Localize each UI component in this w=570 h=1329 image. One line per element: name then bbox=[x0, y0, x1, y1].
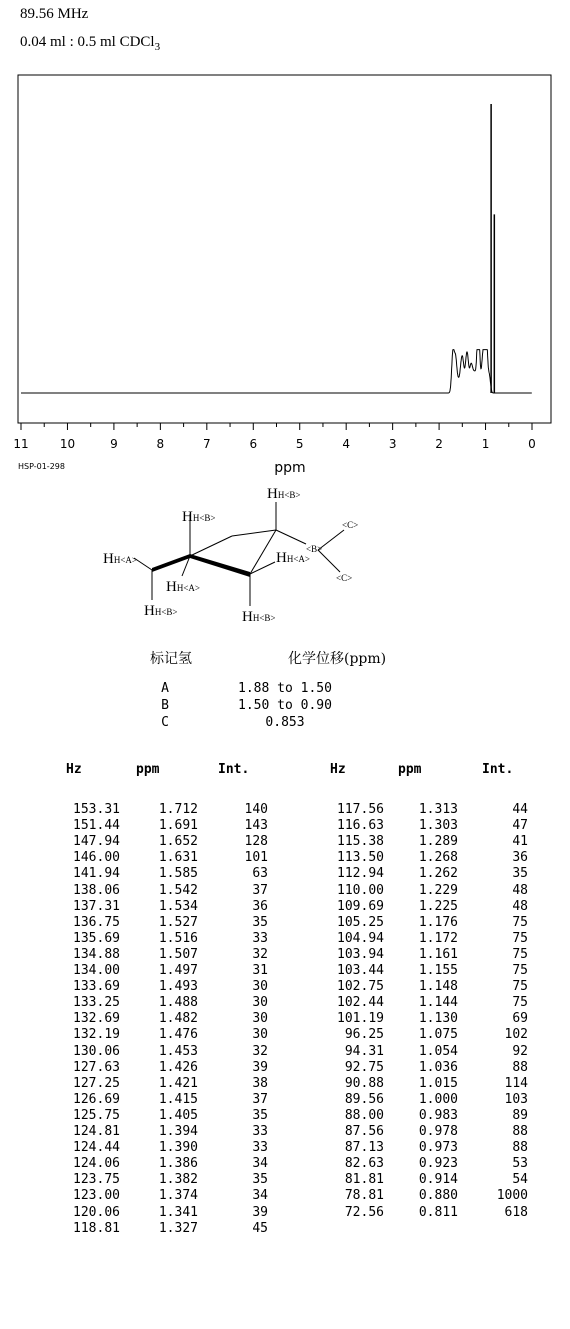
peak-intensity: 39 bbox=[252, 1059, 268, 1075]
h-b-bottom-left: HH<B> bbox=[144, 603, 178, 619]
x-tick-label: 8 bbox=[156, 437, 165, 451]
col-header-hz-left: Hz bbox=[66, 762, 82, 777]
col-header-ppm-left: ppm bbox=[136, 762, 160, 777]
peak-hz: 116.63 bbox=[337, 818, 384, 834]
peak-ppm: 1.488 bbox=[158, 995, 198, 1011]
peak-table-row bbox=[0, 1027, 570, 1043]
x-tick-label: 0 bbox=[528, 437, 536, 451]
shift-col-label: 标记氢 bbox=[150, 651, 192, 667]
peak-hz: 104.94 bbox=[337, 930, 384, 946]
peak-ppm: 1.148 bbox=[418, 979, 458, 995]
peak-table-row bbox=[0, 1076, 570, 1092]
peak-hz: 136.75 bbox=[73, 914, 120, 930]
peak-ppm: 1.054 bbox=[418, 1043, 458, 1059]
peak-hz: 87.56 bbox=[344, 1124, 384, 1139]
sample-subscript: 3 bbox=[154, 41, 161, 53]
peak-table-row bbox=[0, 866, 570, 882]
peak-hz: 113.50 bbox=[337, 850, 384, 866]
peak-intensity: 75 bbox=[512, 963, 528, 978]
peak-hz: 153.31 bbox=[73, 802, 120, 817]
peak-table-row bbox=[0, 931, 570, 947]
x-tick-label: 11 bbox=[13, 437, 29, 451]
peak-ppm: 1.268 bbox=[418, 850, 458, 866]
x-tick-label: 6 bbox=[249, 437, 258, 451]
x-tick-label: 2 bbox=[435, 437, 443, 451]
h-b-bottom-right: HH<B> bbox=[242, 609, 276, 625]
peak-table-row bbox=[0, 1221, 570, 1237]
h-a-right: HH<A> bbox=[276, 550, 310, 566]
peak-ppm: 1.527 bbox=[158, 914, 198, 930]
peak-intensity: 30 bbox=[252, 1011, 268, 1027]
peak-hz: 96.25 bbox=[344, 1027, 384, 1043]
peak-hz: 147.94 bbox=[73, 834, 120, 850]
peak-table-row bbox=[0, 947, 570, 963]
x-axis-label: ppm bbox=[274, 460, 306, 476]
peak-intensity: 75 bbox=[512, 930, 528, 946]
peak-hz: 124.44 bbox=[73, 1140, 120, 1156]
peak-ppm: 0.978 bbox=[418, 1124, 458, 1139]
peak-hz: 123.75 bbox=[73, 1172, 120, 1188]
peak-intensity: 30 bbox=[252, 979, 268, 995]
peak-table-row bbox=[0, 979, 570, 995]
peak-table-row bbox=[0, 899, 570, 915]
peak-hz: 134.88 bbox=[73, 946, 120, 962]
peak-hz: 94.31 bbox=[344, 1043, 384, 1059]
peak-ppm: 1.631 bbox=[158, 850, 198, 866]
peak-intensity: 1000 bbox=[496, 1188, 528, 1204]
peak-table-row bbox=[0, 915, 570, 931]
peak-hz: 130.06 bbox=[73, 1043, 120, 1059]
peak-table-row bbox=[0, 1044, 570, 1060]
peak-intensity: 44 bbox=[512, 802, 528, 817]
spectrum-code: HSP-01-298 bbox=[18, 462, 65, 471]
shift-assignment-table bbox=[140, 680, 380, 731]
c-upper-label: <C> bbox=[342, 520, 359, 530]
peak-ppm: 1.000 bbox=[418, 1091, 458, 1107]
x-axis-tick-labels bbox=[13, 437, 535, 451]
peak-intensity: 103 bbox=[504, 1091, 528, 1107]
peak-table-row bbox=[0, 802, 570, 818]
peak-hz: 87.13 bbox=[344, 1140, 384, 1156]
peak-ppm: 1.262 bbox=[418, 866, 458, 882]
shift-row bbox=[140, 680, 380, 697]
peak-intensity: 75 bbox=[512, 914, 528, 930]
peak-intensity: 32 bbox=[252, 1043, 268, 1059]
peak-intensity: 48 bbox=[512, 882, 528, 898]
peak-ppm: 1.585 bbox=[158, 866, 198, 882]
molecule-structure bbox=[0, 478, 570, 628]
peak-ppm: 1.075 bbox=[418, 1027, 458, 1043]
peak-ppm: 1.712 bbox=[158, 802, 198, 817]
peak-table-row bbox=[0, 818, 570, 834]
peak-ppm: 1.542 bbox=[158, 882, 198, 898]
col-header-int-right: Int. bbox=[482, 762, 514, 777]
peak-intensity: 34 bbox=[252, 1188, 268, 1204]
peak-table-row bbox=[0, 995, 570, 1011]
peak-intensity: 33 bbox=[252, 930, 268, 946]
shift-value: 0.853 bbox=[265, 715, 305, 730]
peak-hz: 127.63 bbox=[73, 1059, 120, 1075]
peak-ppm: 1.476 bbox=[158, 1027, 198, 1043]
peak-intensity: 45 bbox=[252, 1220, 268, 1236]
x-axis-ticks bbox=[21, 423, 532, 430]
peak-hz: 105.25 bbox=[337, 914, 384, 930]
peak-ppm: 1.225 bbox=[418, 898, 458, 914]
peak-hz: 101.19 bbox=[337, 1011, 384, 1027]
x-tick-label: 5 bbox=[295, 437, 304, 451]
shift-label: C bbox=[161, 715, 169, 730]
peak-ppm: 1.507 bbox=[158, 946, 198, 962]
h-a-left: HH<A> bbox=[103, 551, 137, 567]
peak-hz: 102.44 bbox=[337, 995, 384, 1011]
peak-ppm: 1.303 bbox=[418, 818, 458, 834]
peak-ppm: 0.983 bbox=[418, 1107, 458, 1123]
peak-intensity: 54 bbox=[512, 1172, 528, 1188]
peak-intensity: 36 bbox=[512, 850, 528, 866]
peak-hz: 125.75 bbox=[73, 1107, 120, 1123]
peak-table-row bbox=[0, 1205, 570, 1221]
peak-ppm: 0.811 bbox=[418, 1204, 458, 1220]
shift-label: A bbox=[161, 681, 169, 696]
peak-intensity: 31 bbox=[252, 963, 268, 978]
peak-intensity: 143 bbox=[244, 818, 268, 834]
peak-hz: 133.69 bbox=[73, 979, 120, 995]
peak-intensity: 38 bbox=[252, 1075, 268, 1091]
peak-table-row bbox=[0, 1188, 570, 1204]
peak-ppm: 1.313 bbox=[418, 802, 458, 817]
peak-hz: 109.69 bbox=[337, 898, 384, 914]
peak-hz: 103.44 bbox=[337, 963, 384, 978]
peak-table-row bbox=[0, 1140, 570, 1156]
spectrometer-frequency: 89.56 MHz bbox=[20, 6, 89, 22]
peak-hz: 132.69 bbox=[73, 1011, 120, 1027]
peak-hz: 88.00 bbox=[344, 1107, 384, 1123]
peak-hz: 112.94 bbox=[337, 866, 384, 882]
peak-hz: 115.38 bbox=[337, 834, 384, 850]
peak-hz: 138.06 bbox=[73, 882, 120, 898]
peak-intensity: 102 bbox=[504, 1027, 528, 1043]
peak-table-row bbox=[0, 1060, 570, 1076]
col-header-hz-right: Hz bbox=[330, 762, 346, 777]
peak-hz: 132.19 bbox=[73, 1027, 120, 1043]
wedge-bond-front bbox=[190, 554, 250, 577]
peak-table-row bbox=[0, 850, 570, 866]
peak-intensity: 63 bbox=[252, 866, 268, 882]
peak-intensity: 128 bbox=[244, 834, 268, 850]
peak-hz: 124.81 bbox=[73, 1124, 120, 1139]
peak-ppm: 0.973 bbox=[418, 1140, 458, 1156]
peak-ppm: 1.415 bbox=[158, 1091, 198, 1107]
peak-intensity: 41 bbox=[512, 834, 528, 850]
peak-ppm: 1.374 bbox=[158, 1188, 198, 1204]
x-tick-label: 7 bbox=[202, 437, 211, 451]
peak-intensity: 89 bbox=[512, 1107, 528, 1123]
peak-intensity: 39 bbox=[252, 1204, 268, 1220]
peak-table-row bbox=[0, 883, 570, 899]
peak-hz: 124.06 bbox=[73, 1156, 120, 1172]
peak-intensity: 75 bbox=[512, 946, 528, 962]
peak-ppm: 0.914 bbox=[418, 1172, 458, 1188]
peak-hz: 135.69 bbox=[73, 930, 120, 946]
peak-intensity: 37 bbox=[252, 1091, 268, 1107]
sample-text: 0.04 ml : 0.5 ml CDCl bbox=[20, 34, 155, 50]
x-tick-label: 1 bbox=[481, 437, 490, 451]
peak-table-row bbox=[0, 1011, 570, 1027]
peak-ppm: 1.497 bbox=[158, 963, 198, 978]
peak-ppm: 1.229 bbox=[418, 882, 458, 898]
peak-hz: 146.00 bbox=[73, 850, 120, 866]
peak-ppm: 1.534 bbox=[158, 898, 198, 914]
peak-ppm: 1.144 bbox=[418, 995, 458, 1011]
peak-intensity: 35 bbox=[252, 914, 268, 930]
peak-intensity: 53 bbox=[512, 1156, 528, 1172]
peak-intensity: 69 bbox=[512, 1011, 528, 1027]
shift-value: 1.88 to 1.50 bbox=[238, 681, 332, 696]
peak-intensity: 618 bbox=[504, 1204, 528, 1220]
peak-ppm: 1.493 bbox=[158, 979, 198, 995]
peak-hz: 137.31 bbox=[73, 898, 120, 914]
peak-ppm: 1.172 bbox=[418, 930, 458, 946]
shift-row bbox=[140, 714, 380, 731]
peak-hz: 126.69 bbox=[73, 1091, 120, 1107]
peak-intensity: 101 bbox=[244, 850, 268, 866]
x-tick-label: 4 bbox=[342, 437, 351, 451]
peak-ppm: 1.390 bbox=[158, 1140, 198, 1156]
peak-ppm: 1.691 bbox=[158, 818, 198, 834]
peak-hz: 141.94 bbox=[73, 866, 120, 882]
peak-ppm: 0.923 bbox=[418, 1156, 458, 1172]
peak-hz: 117.56 bbox=[337, 802, 384, 817]
peak-ppm: 1.394 bbox=[158, 1124, 198, 1139]
col-header-int-left: Int. bbox=[218, 762, 250, 777]
peak-table-row bbox=[0, 1156, 570, 1172]
peak-intensity: 35 bbox=[252, 1107, 268, 1123]
peak-hz: 110.00 bbox=[337, 882, 384, 898]
peak-intensity: 33 bbox=[252, 1124, 268, 1139]
peak-table-row bbox=[0, 1124, 570, 1140]
peak-intensity: 30 bbox=[252, 995, 268, 1011]
peak-ppm: 1.015 bbox=[418, 1075, 458, 1091]
peak-table-row bbox=[0, 834, 570, 850]
peak-intensity: 47 bbox=[512, 818, 528, 834]
peak-ppm: 1.176 bbox=[418, 914, 458, 930]
peak-table-row bbox=[0, 963, 570, 979]
peak-ppm: 1.405 bbox=[158, 1107, 198, 1123]
peak-hz: 89.56 bbox=[344, 1091, 384, 1107]
peak-ppm: 1.386 bbox=[158, 1156, 198, 1172]
peak-hz: 123.00 bbox=[73, 1188, 120, 1204]
peak-hz: 82.63 bbox=[344, 1156, 384, 1172]
peak-ppm: 1.155 bbox=[418, 963, 458, 978]
h-b-top: HH<B> bbox=[267, 486, 301, 502]
peak-hz: 78.81 bbox=[344, 1188, 384, 1204]
shift-row bbox=[140, 697, 380, 714]
peak-hz: 133.25 bbox=[73, 995, 120, 1011]
peak-intensity: 75 bbox=[512, 979, 528, 995]
c-lower-label: <C> bbox=[336, 573, 353, 583]
peak-intensity: 48 bbox=[512, 898, 528, 914]
peak-ppm: 1.516 bbox=[158, 930, 198, 946]
peak-ppm: 1.341 bbox=[158, 1204, 198, 1220]
peak-intensity: 88 bbox=[512, 1059, 528, 1075]
peak-hz: 102.75 bbox=[337, 979, 384, 995]
shift-label: B bbox=[161, 698, 169, 713]
peak-ppm: 1.482 bbox=[158, 1011, 198, 1027]
peak-ppm: 1.426 bbox=[158, 1059, 198, 1075]
peak-hz: 103.94 bbox=[337, 946, 384, 962]
peak-ppm: 1.161 bbox=[418, 946, 458, 962]
peak-ppm: 1.421 bbox=[158, 1075, 198, 1091]
x-tick-label: 10 bbox=[59, 437, 76, 451]
peak-intensity: 88 bbox=[512, 1140, 528, 1156]
peak-hz: 81.81 bbox=[344, 1172, 384, 1188]
peak-intensity: 140 bbox=[244, 802, 268, 817]
b-center-label: <B> bbox=[306, 544, 323, 554]
peak-intensity: 34 bbox=[252, 1156, 268, 1172]
peak-intensity: 92 bbox=[512, 1043, 528, 1059]
peak-intensity: 88 bbox=[512, 1124, 528, 1139]
peak-lines bbox=[491, 104, 494, 393]
spectrum-trace bbox=[21, 350, 532, 393]
peak-intensity: 35 bbox=[512, 866, 528, 882]
peak-ppm: 0.880 bbox=[418, 1188, 458, 1204]
shift-value: 1.50 to 0.90 bbox=[238, 698, 332, 713]
peak-intensity: 37 bbox=[252, 882, 268, 898]
peak-intensity: 30 bbox=[252, 1027, 268, 1043]
peak-table-row bbox=[0, 1092, 570, 1108]
peak-hz: 134.00 bbox=[73, 963, 120, 978]
peak-ppm: 1.036 bbox=[418, 1059, 458, 1075]
peak-ppm: 1.327 bbox=[158, 1220, 198, 1236]
peak-ppm: 1.130 bbox=[418, 1011, 458, 1027]
x-tick-label: 9 bbox=[110, 437, 118, 451]
peak-hz: 151.44 bbox=[73, 818, 120, 834]
peak-hz: 90.88 bbox=[344, 1075, 384, 1091]
peak-hz: 127.25 bbox=[73, 1075, 120, 1091]
peak-hz: 72.56 bbox=[344, 1204, 384, 1220]
peak-intensity: 114 bbox=[504, 1075, 528, 1091]
peak-table-row bbox=[0, 1108, 570, 1124]
peak-ppm: 1.382 bbox=[158, 1172, 198, 1188]
nmr-spectrum-chart bbox=[0, 0, 570, 480]
peak-intensity: 75 bbox=[512, 995, 528, 1011]
peak-ppm: 1.453 bbox=[158, 1043, 198, 1059]
peak-intensity: 36 bbox=[252, 898, 268, 914]
peak-ppm: 1.652 bbox=[158, 834, 198, 850]
col-header-ppm-right: ppm bbox=[398, 762, 422, 777]
peak-intensity: 35 bbox=[252, 1172, 268, 1188]
h-a-middle: HH<A> bbox=[166, 579, 200, 595]
shift-col-value: 化学位移(ppm) bbox=[288, 651, 387, 667]
peak-hz: 92.75 bbox=[344, 1059, 384, 1075]
peak-hz: 120.06 bbox=[73, 1204, 120, 1220]
peak-intensity: 32 bbox=[252, 946, 268, 962]
peak-intensity: 33 bbox=[252, 1140, 268, 1156]
peak-hz: 118.81 bbox=[73, 1220, 120, 1236]
x-tick-label: 3 bbox=[388, 437, 397, 451]
plot-frame bbox=[18, 75, 551, 423]
peak-table-row bbox=[0, 1172, 570, 1188]
peak-ppm: 1.289 bbox=[418, 834, 458, 850]
h-b-upper-left: HH<B> bbox=[182, 509, 216, 525]
